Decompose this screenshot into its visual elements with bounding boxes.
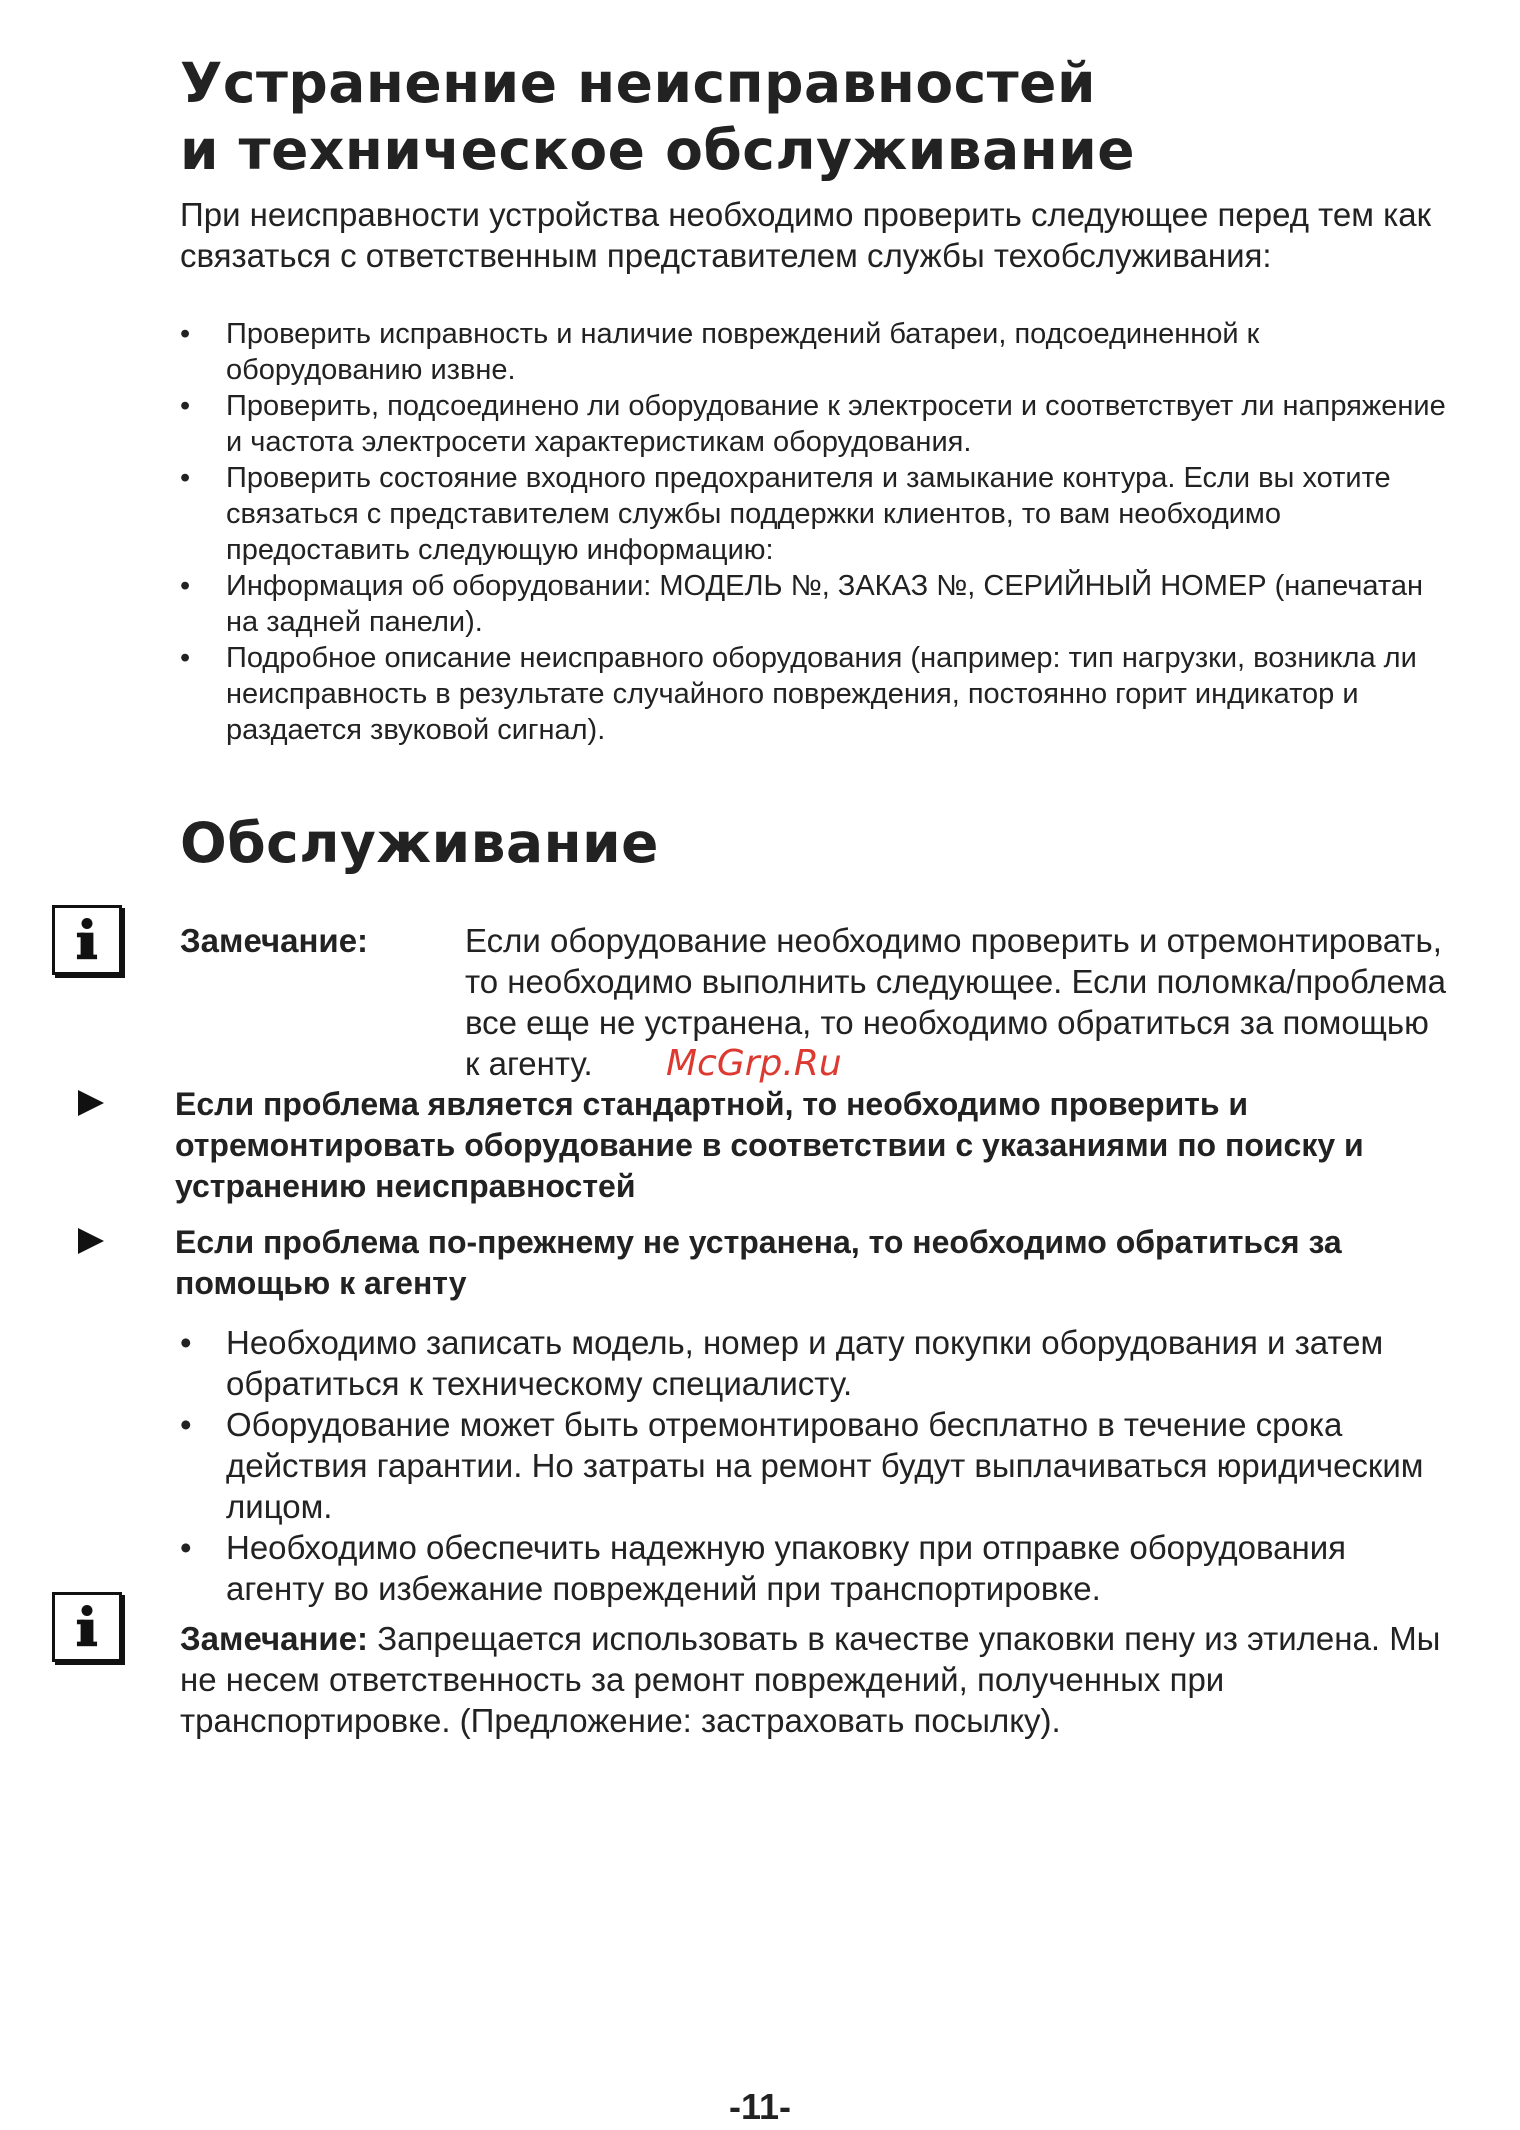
- list-item: • Проверить состояние входного предохранителя и замыкание контура. Если вы хотите связаться с представителем службы поддержки клиентов, то вам необходимо предоставить следующую информацию:: [180, 462, 1391, 566]
- page-title-line-1: Устранение неисправностей: [180, 51, 1096, 115]
- note-label: Замечание:: [180, 922, 369, 959]
- service-list: [180, 1322, 1450, 1609]
- step-item: Если проблема по-прежнему не устранена, то необходимо обратиться за помощью к агенту: [0, 1222, 1475, 1304]
- bullet-icon: •: [180, 1406, 192, 1443]
- bullet-icon: •: [180, 390, 191, 422]
- info-icon: [52, 905, 122, 975]
- arrow-right-icon: [78, 1228, 104, 1254]
- list-item: • Необходимо обеспечить надежную упаковку при отправке оборудования агенту во избежание повреждений при транспортировке.: [180, 1529, 1347, 1607]
- intro-paragraph: При неисправности устройства необходимо проверить следующее перед тем как связаться с ответственным представителем службы техобслуживания:: [180, 196, 1432, 274]
- bullet-icon: •: [180, 462, 191, 494]
- note-packaging: [180, 1618, 1450, 1741]
- watermark-text: McGrp.Ru: [666, 1043, 842, 1084]
- info-icon: [52, 1592, 122, 1662]
- page-title: [180, 50, 1420, 184]
- list-item: • Оборудование может быть отремонтировано бесплатно в течение срока действия гарантии. Но затраты на ремонт будут выплачиваться юридическим лицом.: [180, 1406, 1424, 1525]
- note-text: Запрещается использовать в качестве упаковки пену из этилена. Мы не несем ответственность за ремонт повреждений, полученных при транспортировке. (Предложение: застраховать посылку).: [180, 1620, 1441, 1739]
- note-text: Если оборудование необходимо проверить и отремонтировать, то необходимо выполнить следующее. Если поломка/проблема все еще не устранена, то необходимо обратиться за помощью к агенту.: [465, 922, 1446, 1082]
- list-item: • Информация об оборудовании: МОДЕЛЬ №, ЗАКАЗ №, СЕРИЙНЫЙ НОМЕР (напечатан на задней панели).: [180, 570, 1423, 638]
- page-number: -11-: [728, 2086, 792, 2127]
- bullet-icon: •: [180, 570, 191, 602]
- section-title-service: Обслуживание: [180, 811, 659, 875]
- page-title-line-2: и техническое обслуживание: [180, 118, 1136, 182]
- bullet-icon: •: [180, 318, 191, 350]
- list-item: • Подробное описание неисправного оборудования (например: тип нагрузки, возникла ли неисправность в результате случайного повреждения, постоянно горит индикатор и раздается звуковой сигнал).: [180, 642, 1417, 746]
- bullet-icon: •: [180, 1529, 192, 1566]
- arrow-right-icon: [78, 1090, 104, 1116]
- check-list: [180, 316, 1450, 748]
- bullet-icon: •: [180, 1324, 192, 1361]
- note-label: Замечание:: [180, 1620, 369, 1657]
- list-item: • Необходимо записать модель, номер и дату покупки оборудования и затем обратиться к техническому специалисту.: [180, 1324, 1384, 1402]
- list-item: • Проверить исправность и наличие повреждений батареи, подсоединенной к оборудованию извне.: [180, 318, 1260, 386]
- step-item: Если проблема является стандартной, то необходимо проверить и отремонтировать оборудование в соответствии с указаниями по поиску и устранению неисправностей: [0, 1084, 1475, 1207]
- bullet-icon: •: [180, 642, 191, 674]
- steps-list: [0, 1084, 1520, 1304]
- list-item: • Проверить, подсоединено ли оборудование к электросети и соответствует ли напряжение и частота электросети характеристикам оборудования.: [180, 390, 1446, 458]
